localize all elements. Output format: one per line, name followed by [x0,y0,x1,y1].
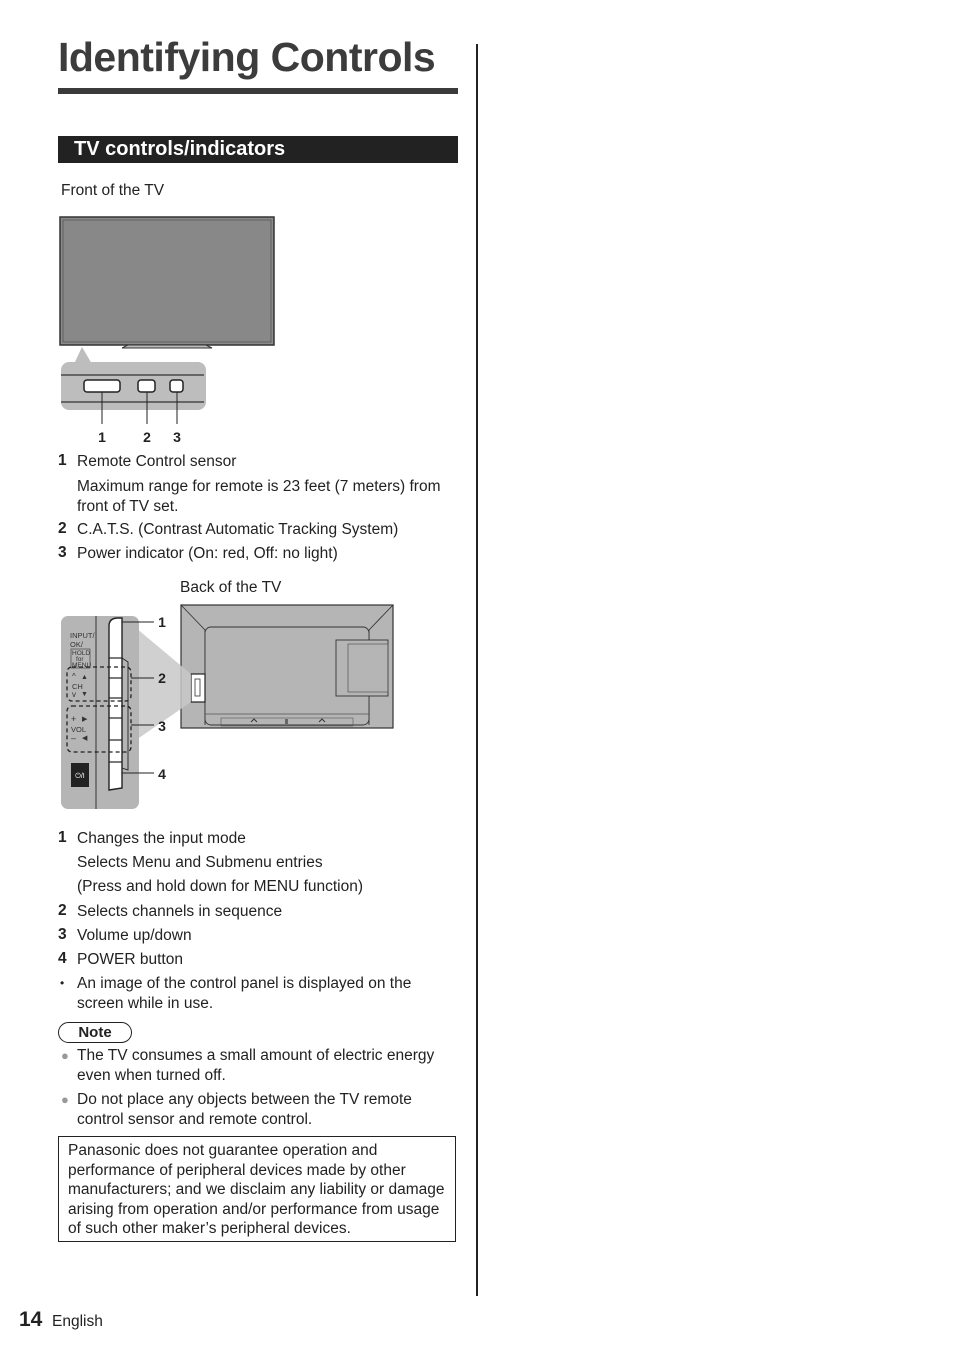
power-indicator-window [170,380,183,392]
power-icon: ⏻/I [75,773,85,780]
label-hold: HOLD [72,650,91,657]
label-ok: OK/ [70,640,83,649]
back-item-num: 3 [58,926,67,943]
section-header [58,136,458,163]
back-item-text: Changes the input mode [77,830,246,847]
back-callout-1: 1 [158,614,166,630]
triangle-right-icon: ▶ [82,716,88,723]
back-callout-2: 2 [158,670,166,686]
button-strip [109,618,122,790]
back-tv-diagram [58,600,398,812]
label-input: INPUT/ [70,631,95,640]
triangle-left-icon: ◀ [82,735,88,742]
label-vol: VOL [71,725,87,734]
note-bullet-icon: ● [61,1048,69,1063]
triangle-down-icon: ▼ [81,691,88,698]
back-item-text: An image of the control panel is displayed on the screen while in use. [77,975,412,1012]
tv-back-box [336,640,388,696]
label-for: for [76,656,84,663]
cats-sensor-window [138,380,155,392]
front-item-text: C.A.T.S. (Contrast Automatic Tracking System) [77,521,399,538]
back-item-num: 4 [58,950,67,967]
back-callout-4: 4 [158,766,166,782]
label-ch: CH [72,682,83,691]
tv-screen [63,220,271,342]
back-item-text: POWER button [77,951,183,968]
triangle-up-icon: ▲ [81,674,88,681]
front-item-text: Maximum range for remote is 23 feet (7 meters) from front of TV set. [77,478,441,515]
title-rule [58,88,458,94]
column-divider [476,44,478,1296]
label-menu: MENU [72,662,92,669]
back-caption: Back of the TV [180,579,282,596]
back-callout-3: 3 [158,718,166,734]
back-item-text: Selects channels in sequence [77,903,283,920]
section-title: TV controls/indicators [74,138,286,160]
front-item-num: 1 [58,452,67,469]
back-item-num: 1 [58,829,67,846]
front-caption: Front of the TV [61,182,165,199]
page-title: Identifying Controls [58,34,436,80]
note-bullet-text: Do not place any objects between the TV remote control sensor and remote control. [77,1091,412,1128]
back-item-num: 2 [58,902,67,919]
front-tv-diagram [58,214,278,450]
remote-sensor-window [84,380,120,392]
ch-down-icon: v [72,690,76,699]
front-item-num: 3 [58,544,67,561]
vol-minus-icon: – [71,733,77,743]
note-bullet-icon: ● [61,1092,69,1107]
front-item-num: 2 [58,520,67,537]
front-item-text: Remote Control sensor [77,453,237,470]
back-item-bullet: • [60,976,65,990]
front-callout-2: 2 [143,429,151,445]
note-bullet-text: The TV consumes a small amount of electric energy even when turned off. [77,1047,435,1084]
disclaimer-text: Panasonic does not guarantee operation and performance of peripheral devices made by other manufacturers; and we disclaim any liability or damage arising from operation and/or performance from usage of such other maker’s peripheral devices. [68,1142,445,1237]
back-item-text: Selects Menu and Submenu entries [77,854,323,871]
front-zoom-panel [61,362,206,410]
front-callout-1: 1 [98,429,106,445]
front-callout-3: 3 [173,429,181,445]
back-item-text: Volume up/down [77,927,192,944]
front-item-text: Power indicator (On: red, Off: no light) [77,545,338,562]
back-item-text: (Press and hold down for MENU function) [77,878,364,895]
page-language: English [52,1313,103,1330]
zoom-wedge [74,347,92,364]
page-number: 14 [19,1308,43,1331]
vol-plus-icon: + [71,714,77,724]
back-button-highlight [191,674,205,702]
ch-up-icon: ^ [72,672,76,681]
tv-stand [122,345,212,348]
note-label: Note [58,1022,132,1043]
